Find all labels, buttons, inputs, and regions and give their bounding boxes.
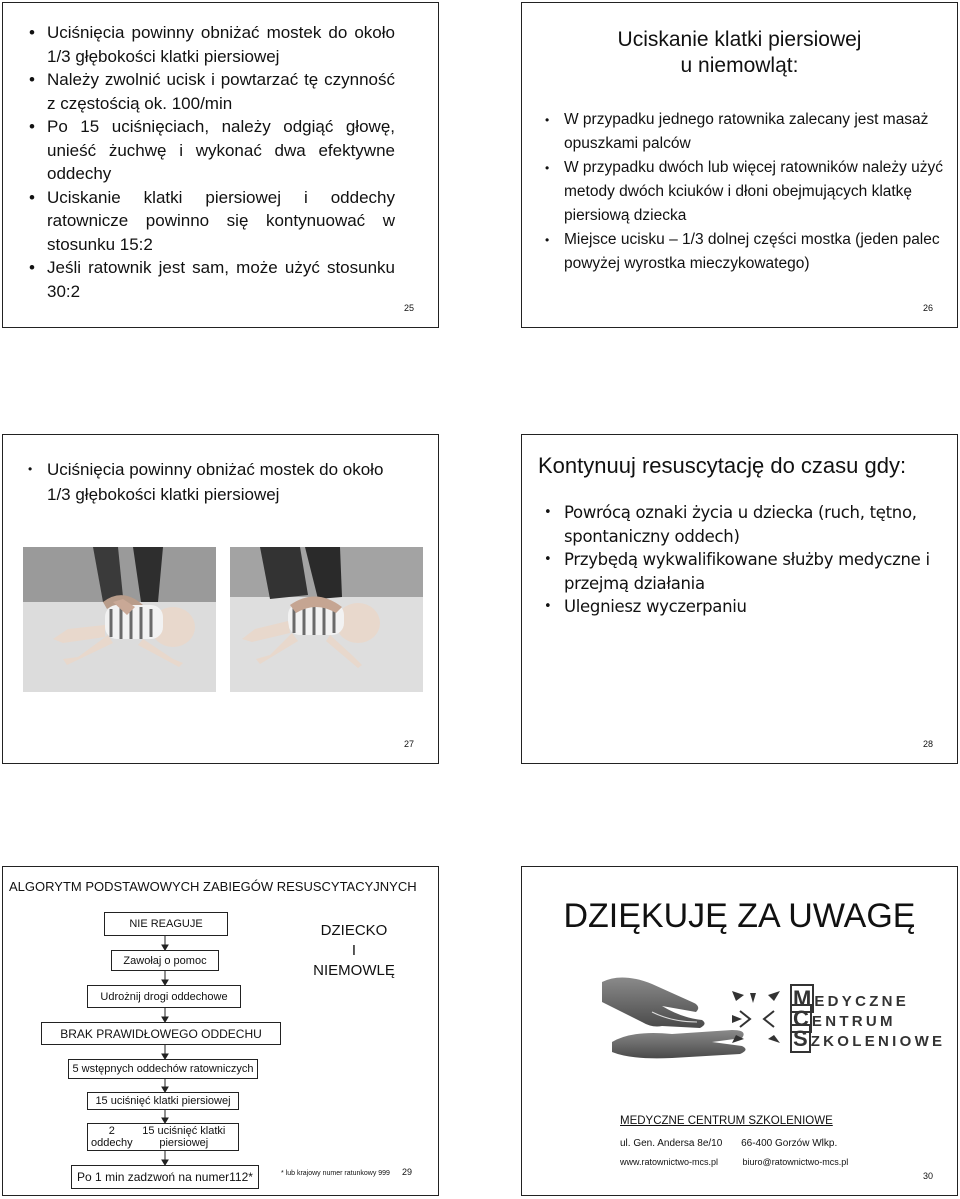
infant-cpr-photo <box>230 547 423 692</box>
side-note-line: I <box>351 942 357 959</box>
list-item: • Uciskanie klatki piersiowej i oddechy ratownicze powinno się kontynuować w stosunku 15:2 <box>47 186 395 257</box>
slide-title: Kontynuuj resuscytację do czasu gdy: <box>538 453 907 478</box>
slide-number: 27 <box>403 739 414 749</box>
side-note <box>299 921 409 981</box>
email-link[interactable]: biuro@ratownictwo-mcs.pl <box>742 1157 849 1167</box>
side-note-line: NIEMOWLĘ <box>313 962 395 979</box>
slide-title: ALGORYTM PODSTAWOWYCH ZABIEGÓW RESUSCYTACYJNYCH <box>9 879 417 894</box>
list-item: • Powrócą oznaki życia u dziecka (ruch, tętno, spontaniczny oddech) <box>564 501 944 548</box>
bullet-list <box>564 501 944 619</box>
website-link[interactable]: www.ratownictwo-mcs.pl <box>620 1157 719 1167</box>
flow-step-unresponsive: NIE REAGUJE <box>104 912 228 936</box>
bullet-list <box>47 457 407 507</box>
flow-step-open-airway: Udrożnij drogi oddechowe <box>87 985 241 1008</box>
list-item: • Przybędą wykwalifikowane służby medyczne i przejmą działania <box>564 548 944 595</box>
org-name: MEDYCZNE CENTRUM SZKOLENIOWE <box>620 1115 833 1127</box>
side-note-line: DZIECKO <box>320 922 388 939</box>
org-address <box>620 1138 837 1149</box>
title-line: Uciskanie klatki piersiowej <box>617 28 862 51</box>
list-item: • Miejsce ucisku – 1/3 dolnej części mostka (jeden palec powyżej wyrostka mieczykowatego) <box>564 228 944 276</box>
flow-step-line: 15 uciśnięć klatki piersiowej <box>142 1125 226 1149</box>
bullet-list <box>47 21 395 303</box>
slide-number: 26 <box>922 303 933 313</box>
city: 66-400 Gorzów Wlkp. <box>741 1138 838 1149</box>
flow-step-no-normal-breathing: BRAK PRAWIDŁOWEGO ODDECHU <box>41 1022 281 1045</box>
slide-27 <box>2 434 439 764</box>
org-contact <box>620 1157 848 1167</box>
slide-number: 28 <box>922 739 933 749</box>
flow-step-call-for-help: Zawołaj o pomoc <box>111 950 219 971</box>
list-item: • Uciśnięcia powinny obniżać mostek do około 1/3 głębokości klatki piersiowej <box>47 457 407 507</box>
slide-title <box>522 27 957 79</box>
list-item: • Po 15 uciśnięciach, należy odgiąć głowę, unieść żuchwę i wykonać dwa efektywne oddechy <box>47 115 395 186</box>
slide-number: 29 <box>401 1167 412 1177</box>
flow-step-chest-compressions: 15 uciśnięć klatki piersiowej <box>87 1092 239 1110</box>
list-item: • W przypadku jednego ratownika zalecany jest masaż opuszkami palców <box>564 108 944 156</box>
footnote: * lub krajowy numer ratunkowy 999 <box>281 1170 390 1177</box>
flow-step-breaths-compressions <box>87 1123 239 1151</box>
logo-text <box>790 986 946 1051</box>
slide-number: 25 <box>403 303 414 313</box>
logo-icon <box>730 989 790 1047</box>
slide-26 <box>521 2 958 328</box>
slide-30 <box>521 866 958 1196</box>
slide-28 <box>521 434 958 764</box>
slide-25 <box>2 2 439 328</box>
logo-line: C ENTRUM <box>790 1011 945 1031</box>
slide-title: DZIĘKUJĘ ZA UWAGĘ <box>563 897 916 935</box>
list-item: • Uciśnięcia powinny obniżać mostek do około 1/3 głębokości klatki piersiowej <box>47 21 395 68</box>
list-item: • Ulegniesz wyczerpaniu <box>564 595 944 619</box>
infant-cpr-photo <box>23 547 216 692</box>
street-address: ul. Gen. Andersa 8e/10 <box>620 1138 723 1149</box>
logo-line: S ZKOLENIOWE <box>790 1031 945 1051</box>
flow-step-call-emergency: Po 1 min zadzwoń na numer112* <box>71 1165 259 1189</box>
bullet-list <box>564 108 944 276</box>
flow-step-rescue-breaths: 5 wstępnych oddechów ratowniczych <box>68 1059 258 1079</box>
slide-number: 30 <box>922 1171 933 1181</box>
list-item: • W przypadku dwóch lub więcej ratowników należy użyć metody dwóch kciuków i dłoni obejmujących klatkę piersiową dziecka <box>564 156 944 228</box>
slide-29 <box>2 866 439 1196</box>
title-line: u niemowląt: <box>680 54 799 77</box>
flow-step-line: 2 oddechy <box>91 1125 133 1149</box>
list-item: • Należy zwolnić ucisk i powtarzać tę czynność z częstością ok. 100/min <box>47 68 395 115</box>
logo-line: M EDYCZNE <box>790 991 945 1011</box>
list-item: • Jeśli ratownik jest sam, może użyć stosunku 30:2 <box>47 256 395 303</box>
